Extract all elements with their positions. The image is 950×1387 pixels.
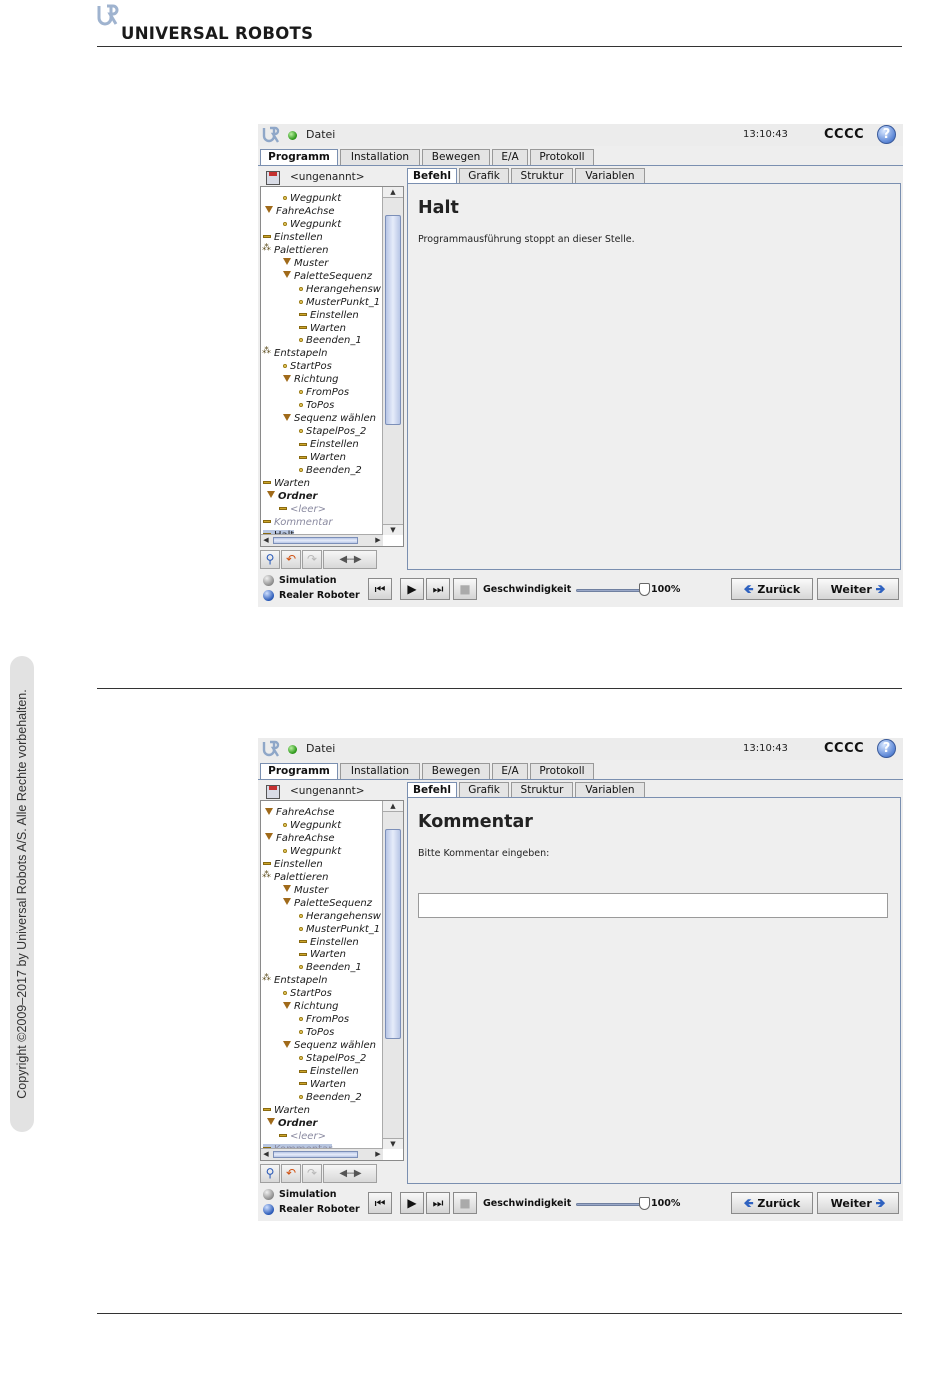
tree-node-label: Wegpunkt <box>290 218 342 230</box>
subtab-struktur[interactable]: Struktur <box>511 168 573 183</box>
tree-node[interactable] <box>265 206 335 219</box>
tree-node-label: Muster <box>294 257 329 269</box>
tree-node-label: Beenden_2 <box>306 1091 362 1103</box>
tree-node-label: Beenden_1 <box>306 335 362 347</box>
tree-node[interactable] <box>283 898 372 911</box>
wait-icon <box>299 953 307 956</box>
program-tree-panel <box>258 780 405 1184</box>
tree-node-label: Einstellen <box>310 309 359 321</box>
waypoint-icon <box>299 287 303 291</box>
tree-node[interactable] <box>299 297 380 310</box>
subtab-grafik[interactable]: Grafik <box>459 168 509 183</box>
wait-icon <box>299 1082 307 1085</box>
scroll-up-icon[interactable]: ▲ <box>383 187 403 198</box>
tab-programm[interactable]: Programm <box>260 149 338 166</box>
save-icon[interactable] <box>266 171 280 185</box>
undo-icon[interactable]: ↶ <box>281 1164 301 1183</box>
tree-node-label: Ordner <box>278 1117 318 1129</box>
save-icon[interactable] <box>266 785 280 799</box>
tree-node[interactable] <box>299 387 349 400</box>
waypoint-icon <box>299 403 303 407</box>
move-icon <box>265 808 273 815</box>
clock: 13:10:43 <box>743 129 788 140</box>
waypoint-icon <box>283 196 287 200</box>
mode-simulation[interactable] <box>263 575 337 586</box>
simulation-radio-icon[interactable] <box>263 1189 274 1200</box>
destack-icon <box>263 976 271 984</box>
ur-logo-icon <box>262 126 280 144</box>
tree-horizontal-scrollbar[interactable] <box>261 1148 383 1160</box>
tree-node[interactable] <box>299 426 366 439</box>
pattern-icon <box>283 258 291 265</box>
tree-node[interactable] <box>299 310 359 323</box>
tree-node-label: MusterPunkt_1 <box>306 923 381 935</box>
status-ok-icon <box>288 131 297 140</box>
waypoint-icon <box>299 390 303 394</box>
tree-node-label: Entstapeln <box>274 975 328 987</box>
tree-node-label: Warten <box>310 1078 346 1090</box>
subtab-grafik[interactable]: Grafik <box>459 782 509 797</box>
set-icon <box>299 1070 307 1073</box>
tree-node[interactable] <box>283 271 372 284</box>
bottom-bar <box>258 573 903 607</box>
tree-node[interactable] <box>299 962 362 975</box>
next-button[interactable] <box>817 578 899 600</box>
waypoint-icon <box>283 823 287 827</box>
scroll-down-icon[interactable]: ▼ <box>383 1138 403 1149</box>
tree-node[interactable] <box>299 1079 346 1092</box>
tree-node[interactable] <box>299 1027 334 1040</box>
tree-vertical-scrollbar[interactable] <box>382 801 403 1149</box>
direction-icon <box>283 1002 291 1009</box>
waypoint-icon <box>299 1095 303 1099</box>
hscroll-thumb[interactable] <box>273 1151 358 1158</box>
mode-real-robot[interactable] <box>263 1204 360 1215</box>
tree-node[interactable] <box>263 517 332 530</box>
waypoint-icon <box>283 991 287 995</box>
tree-node[interactable] <box>283 258 328 271</box>
tree-node-label: Beenden_1 <box>306 962 362 974</box>
play-icon: ▶ <box>407 582 417 596</box>
sequence-icon <box>283 271 291 278</box>
set-icon <box>299 443 307 446</box>
tree-node-label: Entstapeln <box>274 348 328 360</box>
sequence-icon <box>283 898 291 905</box>
tree-node[interactable] <box>263 478 310 491</box>
stop-button[interactable] <box>453 578 477 600</box>
tree-node-label: Warten <box>274 477 310 489</box>
tree-node-label: MusterPunkt_1 <box>306 296 381 308</box>
command-description: Bitte Kommentar eingeben: <box>418 848 550 859</box>
clock: 13:10:43 <box>743 743 788 754</box>
tree-node-label: ToPos <box>306 1027 335 1039</box>
command-panel <box>407 780 903 1184</box>
tree-node-label: Warten <box>310 452 346 463</box>
rewind-icon: ⏮ <box>374 1196 386 1210</box>
subtab-variablen[interactable]: Variablen <box>575 782 645 797</box>
waypoint-icon <box>299 300 303 304</box>
pattern-icon <box>283 885 291 892</box>
tree-node[interactable] <box>299 452 346 465</box>
tree-node-label: <leer> <box>290 1130 326 1142</box>
tree-node[interactable] <box>263 1105 310 1118</box>
program-tree <box>260 186 404 547</box>
tree-node-label: <leer> <box>290 503 326 515</box>
tree-node[interactable] <box>299 937 359 950</box>
tab-e-a[interactable]: E/A <box>492 763 528 779</box>
ur-logo-icon <box>97 4 119 26</box>
simulation-radio-icon[interactable] <box>263 575 274 586</box>
program-tree-panel <box>258 166 405 570</box>
file-menu[interactable]: Datei <box>306 128 336 141</box>
tree-node-label: StartPos <box>290 988 332 1000</box>
waypoint-icon <box>299 1056 303 1060</box>
waypoint-icon <box>283 364 287 368</box>
tree-node[interactable] <box>299 335 362 348</box>
tree-node-label: ToPos <box>306 400 335 412</box>
footer-rule <box>97 1313 902 1314</box>
tree-node[interactable] <box>299 439 359 452</box>
tree-node[interactable] <box>299 1014 349 1027</box>
scroll-down-icon[interactable]: ▼ <box>383 524 403 535</box>
tree-node-label: Beenden_2 <box>306 464 362 476</box>
tree-toolbar <box>260 550 404 570</box>
waypoint-icon <box>283 849 287 853</box>
tree-node-label: Kommentar <box>274 516 333 528</box>
sequence-icon <box>283 1041 291 1048</box>
tab-bewegen[interactable]: Bewegen <box>422 149 490 165</box>
subtab-struktur[interactable]: Struktur <box>511 782 573 797</box>
tree-node[interactable] <box>299 284 381 297</box>
command-content <box>407 183 901 570</box>
direction-icon <box>283 375 291 382</box>
tree-node[interactable] <box>267 1118 317 1131</box>
tree-node-label: Palettieren <box>274 244 329 256</box>
mode-simulation-label: Simulation <box>279 575 337 586</box>
program-name: <ungenannt> <box>290 785 365 797</box>
copyright-sidebar <box>10 656 34 1132</box>
tree-node[interactable] <box>283 413 376 426</box>
back-button[interactable] <box>731 578 813 600</box>
tree-node[interactable] <box>283 374 339 387</box>
stop-icon: ■ <box>459 1196 471 1210</box>
tree-node[interactable] <box>283 1001 339 1014</box>
speed-label: Geschwindigkeit <box>483 584 572 595</box>
speed-slider-knob[interactable] <box>639 583 650 596</box>
tree-node[interactable] <box>299 911 381 924</box>
move-icon <box>265 833 273 840</box>
arrow-right-icon: 🡺 <box>875 1196 886 1210</box>
copyright-text: Copyright ©2009–2017 by Universal Robots A/S. Alle Rechte vorbehalten. <box>15 689 29 1099</box>
tree-node[interactable] <box>263 348 327 361</box>
tree-node-label: Herangehensw <box>306 283 381 295</box>
back-label: Zurück <box>757 1197 801 1210</box>
tree-node-label: Einstellen <box>310 936 359 948</box>
command-panel <box>407 166 903 570</box>
tree-node[interactable] <box>263 245 328 258</box>
waypoint-icon <box>283 222 287 226</box>
comment-input[interactable] <box>418 893 888 918</box>
tree-node-label: FahreAchse <box>276 807 335 818</box>
tree-node-label: StapelPos_2 <box>306 426 367 438</box>
tree-node-label: FahreAchse <box>276 205 335 217</box>
stop-icon: ■ <box>459 582 471 596</box>
tree-vertical-scrollbar[interactable] <box>382 187 403 535</box>
step-button[interactable] <box>426 578 450 600</box>
pallet-icon <box>263 873 271 881</box>
empty-icon <box>279 1134 287 1137</box>
tree-node[interactable] <box>265 807 335 820</box>
mode-real-robot[interactable] <box>263 590 360 601</box>
back-button[interactable] <box>731 1192 813 1214</box>
rewind-icon: ⏮ <box>374 582 386 596</box>
command-title: Halt <box>418 198 459 218</box>
next-button[interactable] <box>817 1192 899 1214</box>
tree-node[interactable] <box>263 872 328 885</box>
tree-node[interactable] <box>283 988 332 1001</box>
command-content <box>407 797 901 1184</box>
tree-node-label: FahreAchse <box>276 832 335 844</box>
tree-node-label: Einstellen <box>310 439 359 451</box>
tree-node[interactable] <box>283 193 341 206</box>
speed-label: Geschwindigkeit <box>483 1198 572 1209</box>
program-name: <ungenannt> <box>290 171 365 183</box>
arrow-right-icon: 🡺 <box>875 582 886 596</box>
mode-real-robot-label: Realer Roboter <box>279 1204 360 1215</box>
tree-node[interactable] <box>299 949 346 962</box>
tab-installation[interactable]: Installation <box>340 149 420 165</box>
subtab-befehl[interactable]: Befehl <box>407 168 457 184</box>
step-button[interactable] <box>426 1192 450 1214</box>
tree-node[interactable] <box>279 504 326 517</box>
subtab-befehl[interactable]: Befehl <box>407 782 457 798</box>
tree-node[interactable] <box>299 323 346 336</box>
tree-node[interactable] <box>299 400 334 413</box>
tab-protokoll[interactable]: Protokoll <box>530 149 594 165</box>
file-menu[interactable]: Datei <box>306 742 336 755</box>
tree-node-label: Sequenz wählen <box>294 1040 377 1052</box>
wait-icon <box>263 481 271 484</box>
mode-simulation-label: Simulation <box>279 1189 337 1200</box>
play-icon: ▶ <box>407 1196 417 1210</box>
bottom-bar <box>258 1187 903 1221</box>
rewind-button[interactable] <box>368 1192 392 1214</box>
tree-node[interactable] <box>283 219 341 232</box>
pallet-icon <box>263 246 271 254</box>
wait-icon <box>299 326 307 329</box>
redo-icon[interactable]: ↷ <box>302 1164 322 1183</box>
scroll-thumb[interactable] <box>385 829 401 1039</box>
tree-node-label: Richtung <box>294 1001 339 1013</box>
back-label: Zurück <box>757 583 801 596</box>
move-node-icon[interactable]: ◀‑‑‑▶ <box>323 1164 377 1183</box>
tree-node[interactable] <box>263 859 323 872</box>
tab-e-a[interactable]: E/A <box>492 149 528 165</box>
wait-icon <box>263 1108 271 1111</box>
tree-node-label: Muster <box>294 884 329 896</box>
set-icon <box>299 313 307 316</box>
tree-node[interactable] <box>267 491 317 504</box>
tree-node[interactable] <box>283 885 328 898</box>
mode-real-robot-label: Realer Roboter <box>279 590 360 601</box>
universal-robots-logo <box>97 4 327 44</box>
status-ok-icon <box>288 745 297 754</box>
tree-rows <box>261 187 383 535</box>
tree-node[interactable] <box>283 846 341 859</box>
next-label: Weiter <box>830 583 872 596</box>
command-description: Programmausführung stoppt an dieser Stelle. <box>418 234 635 245</box>
tree-node[interactable] <box>283 820 341 833</box>
sequence-icon <box>283 414 291 421</box>
real-robot-radio-icon[interactable] <box>263 1204 274 1215</box>
folder-icon <box>267 1118 275 1125</box>
search-icon[interactable]: ⚲ <box>260 1164 280 1183</box>
destack-icon <box>263 349 271 357</box>
tree-node-label: Einstellen <box>274 858 323 870</box>
waypoint-icon <box>299 1030 303 1034</box>
brand-name: UNIVERSAL ROBOTS <box>121 24 314 43</box>
header-rule <box>97 46 902 47</box>
waypoint-icon <box>299 965 303 969</box>
search-icon[interactable]: ⚲ <box>260 550 280 569</box>
tree-node-label: Ordner <box>278 490 318 502</box>
speed-value: 100% <box>651 1198 681 1209</box>
tree-node[interactable] <box>283 1040 376 1053</box>
robot-name: CCCC <box>824 741 865 756</box>
polyscope-screen-2 <box>258 738 903 1221</box>
tree-rows <box>261 801 383 1149</box>
tree-node-label: Palettieren <box>274 871 329 883</box>
waypoint-icon <box>299 927 303 931</box>
set-icon <box>263 862 271 865</box>
tree-node[interactable] <box>299 1066 359 1079</box>
set-icon <box>263 235 271 238</box>
robot-name: CCCC <box>824 127 865 142</box>
tree-node[interactable] <box>299 1092 362 1105</box>
scroll-left-icon[interactable]: ◀ <box>263 536 269 544</box>
rewind-button[interactable] <box>368 578 392 600</box>
tree-node-label: StartPos <box>290 361 332 373</box>
tree-node-label: Einstellen <box>274 231 323 243</box>
speed-slider-track[interactable] <box>576 1203 646 1206</box>
speed-slider-track[interactable] <box>576 589 646 592</box>
tree-node[interactable] <box>279 1131 326 1144</box>
undo-icon[interactable]: ↶ <box>281 550 301 569</box>
folder-icon <box>267 491 275 498</box>
mode-simulation[interactable] <box>263 1189 337 1200</box>
help-icon[interactable]: ? <box>877 125 896 144</box>
tree-node-label: Richtung <box>294 374 339 386</box>
tree-node[interactable] <box>263 975 327 988</box>
command-title: Kommentar <box>418 812 533 832</box>
ur-logo-icon <box>262 740 280 758</box>
arrow-left-icon: 🡸 <box>743 1196 754 1210</box>
scroll-thumb[interactable] <box>385 215 401 425</box>
tree-node-label: Wegpunkt <box>290 845 342 857</box>
middle-rule <box>97 688 902 689</box>
tree-node-label: Warten <box>310 949 346 961</box>
set-icon <box>299 940 307 943</box>
tree-node-label: FromPos <box>306 387 350 399</box>
waypoint-icon <box>299 914 303 918</box>
tree-node-label: Wegpunkt <box>290 819 342 831</box>
step-icon: ⏭ <box>432 582 444 596</box>
tree-node-label: PaletteSequenz <box>294 270 373 282</box>
tree-node-label: Herangehensw <box>306 910 381 922</box>
tab-bewegen[interactable]: Bewegen <box>422 763 490 779</box>
move-icon <box>265 206 273 213</box>
polyscope-screen-1 <box>258 124 903 607</box>
tree-node[interactable] <box>299 1053 366 1066</box>
tree-node[interactable] <box>283 361 332 374</box>
tree-node[interactable] <box>263 232 323 245</box>
program-tree <box>260 800 404 1161</box>
redo-icon[interactable]: ↷ <box>302 550 322 569</box>
play-button[interactable] <box>400 578 424 600</box>
waypoint-icon <box>299 468 303 472</box>
tree-node-label: StapelPos_2 <box>306 1053 367 1065</box>
scroll-up-icon[interactable]: ▲ <box>383 801 403 812</box>
tree-node-label: PaletteSequenz <box>294 897 373 909</box>
hscroll-thumb[interactable] <box>273 537 358 544</box>
next-label: Weiter <box>830 1197 872 1210</box>
waypoint-icon <box>299 338 303 342</box>
move-node-icon[interactable]: ◀‑‑‑▶ <box>323 550 377 569</box>
tab-installation[interactable]: Installation <box>340 763 420 779</box>
empty-icon <box>279 507 287 510</box>
scroll-right-icon[interactable]: ▶ <box>375 1150 381 1158</box>
tab-programm[interactable]: Programm <box>260 763 338 780</box>
comment-icon <box>263 520 271 523</box>
tree-node-label: Einstellen <box>310 1066 359 1077</box>
stop-button[interactable] <box>453 1192 477 1214</box>
tree-node-label: Warten <box>274 1104 310 1116</box>
scroll-right-icon[interactable]: ▶ <box>375 536 381 544</box>
tree-node[interactable] <box>299 924 380 937</box>
subtab-variablen[interactable]: Variablen <box>575 168 645 183</box>
waypoint-icon <box>299 429 303 433</box>
tree-toolbar <box>260 1164 404 1184</box>
tab-protokoll[interactable]: Protokoll <box>530 763 594 779</box>
scroll-left-icon[interactable]: ◀ <box>263 1150 269 1158</box>
step-icon: ⏭ <box>432 1196 444 1210</box>
title-bar <box>258 124 903 146</box>
tree-horizontal-scrollbar[interactable] <box>261 534 383 546</box>
wait-icon <box>299 456 307 459</box>
arrow-left-icon: 🡸 <box>743 582 754 596</box>
help-icon[interactable]: ? <box>877 739 896 758</box>
waypoint-icon <box>299 1017 303 1021</box>
tree-node-label: Wegpunkt <box>290 193 342 204</box>
real-robot-radio-icon[interactable] <box>263 590 274 601</box>
speed-slider-knob[interactable] <box>639 1197 650 1210</box>
speed-value: 100% <box>651 584 681 595</box>
title-bar <box>258 738 903 760</box>
tree-node[interactable] <box>265 833 335 846</box>
tree-node-label: Warten <box>310 322 346 334</box>
tree-node[interactable] <box>299 465 362 478</box>
tree-node-label: FromPos <box>306 1014 350 1026</box>
tree-node-label: Sequenz wählen <box>294 413 377 425</box>
play-button[interactable] <box>400 1192 424 1214</box>
